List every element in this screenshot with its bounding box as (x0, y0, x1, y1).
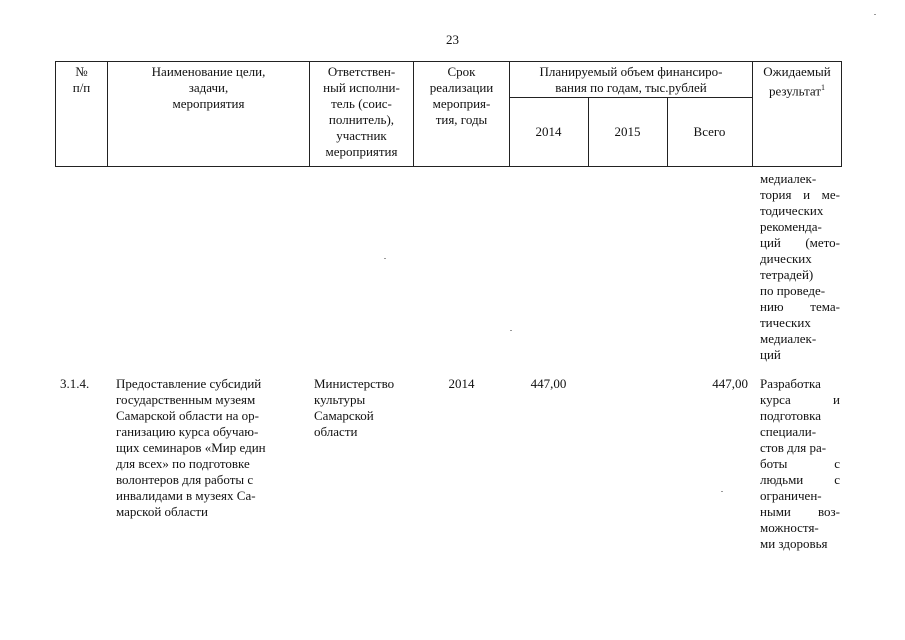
header-num: № п/п (72, 64, 91, 95)
result-line: тетрадей) (760, 267, 814, 282)
scan-speck (721, 491, 723, 492)
page-number: 23 (446, 32, 459, 47)
result-line: ными воз- (760, 504, 840, 519)
result-line: специали- (760, 424, 817, 439)
result-line: ций (мето- (760, 235, 840, 250)
header-name: Наименование цели, задачи, мероприятия (151, 64, 266, 111)
row-value-2014: 447,00 (530, 376, 567, 391)
footnote-marker: 1 (821, 83, 826, 92)
result-line: подготовка (760, 408, 822, 423)
financing-subheader-rule (509, 97, 752, 98)
continuation-result-text (760, 171, 840, 363)
result-line: по проведе- (760, 283, 826, 298)
result-line: тория и ме- (760, 187, 840, 202)
header-year-2014: 2014 (535, 124, 562, 139)
row-term: 2014 (448, 376, 475, 391)
result-line: ми здоровья (760, 536, 828, 551)
result-line: медиалек- (760, 171, 817, 186)
header-result-label: Ожидаемый результат (763, 64, 831, 99)
row-num: 3.1.4. (60, 376, 90, 391)
result-line: можностя- (760, 520, 819, 535)
scan-speck (510, 330, 512, 331)
result-line: курса и (760, 392, 840, 407)
row-total: 447,00 (712, 376, 748, 391)
header-result (753, 64, 841, 99)
scan-speck (874, 14, 876, 15)
row-name: Предоставление субсидий государственным музеям Самарской области на ор- ганизацию курса обучаю- щих семинаров «Мир един для всех» по подготовке волонтеров для работы с инвалидами в музеях Са- марской области (116, 376, 266, 519)
result-line: Разработка (760, 376, 821, 391)
result-line: тических (760, 315, 811, 330)
header-year-2015: 2015 (614, 124, 641, 139)
header-top-rule (55, 61, 841, 62)
result-line: ций (760, 347, 781, 362)
header-term: Срок реализации мероприя- тия, годы (429, 64, 494, 127)
scan-speck (384, 258, 386, 259)
header-financing: Планируемый объем финансиро- вания по годам, тыс.рублей (539, 64, 723, 95)
row-result (760, 376, 840, 552)
result-line: людьми с (760, 472, 840, 487)
result-line: нию тема- (760, 299, 840, 314)
header-total: Всего (693, 124, 726, 139)
header-bottom-rule (55, 166, 841, 167)
result-line: боты с (760, 456, 840, 471)
result-line: дических (760, 251, 812, 266)
result-line: тодических (760, 203, 824, 218)
result-line: рекоменда- (760, 219, 822, 234)
result-line: стов для ра- (760, 440, 827, 455)
row-executor: Министерство культуры Самарской области (314, 376, 395, 439)
result-line: медиалек- (760, 331, 817, 346)
result-line: ограничен- (760, 488, 822, 503)
header-executor: Ответствен- ный исполни- тель (соис- полнитель), участник мероприятия (323, 64, 400, 159)
header-right-border (841, 61, 842, 167)
